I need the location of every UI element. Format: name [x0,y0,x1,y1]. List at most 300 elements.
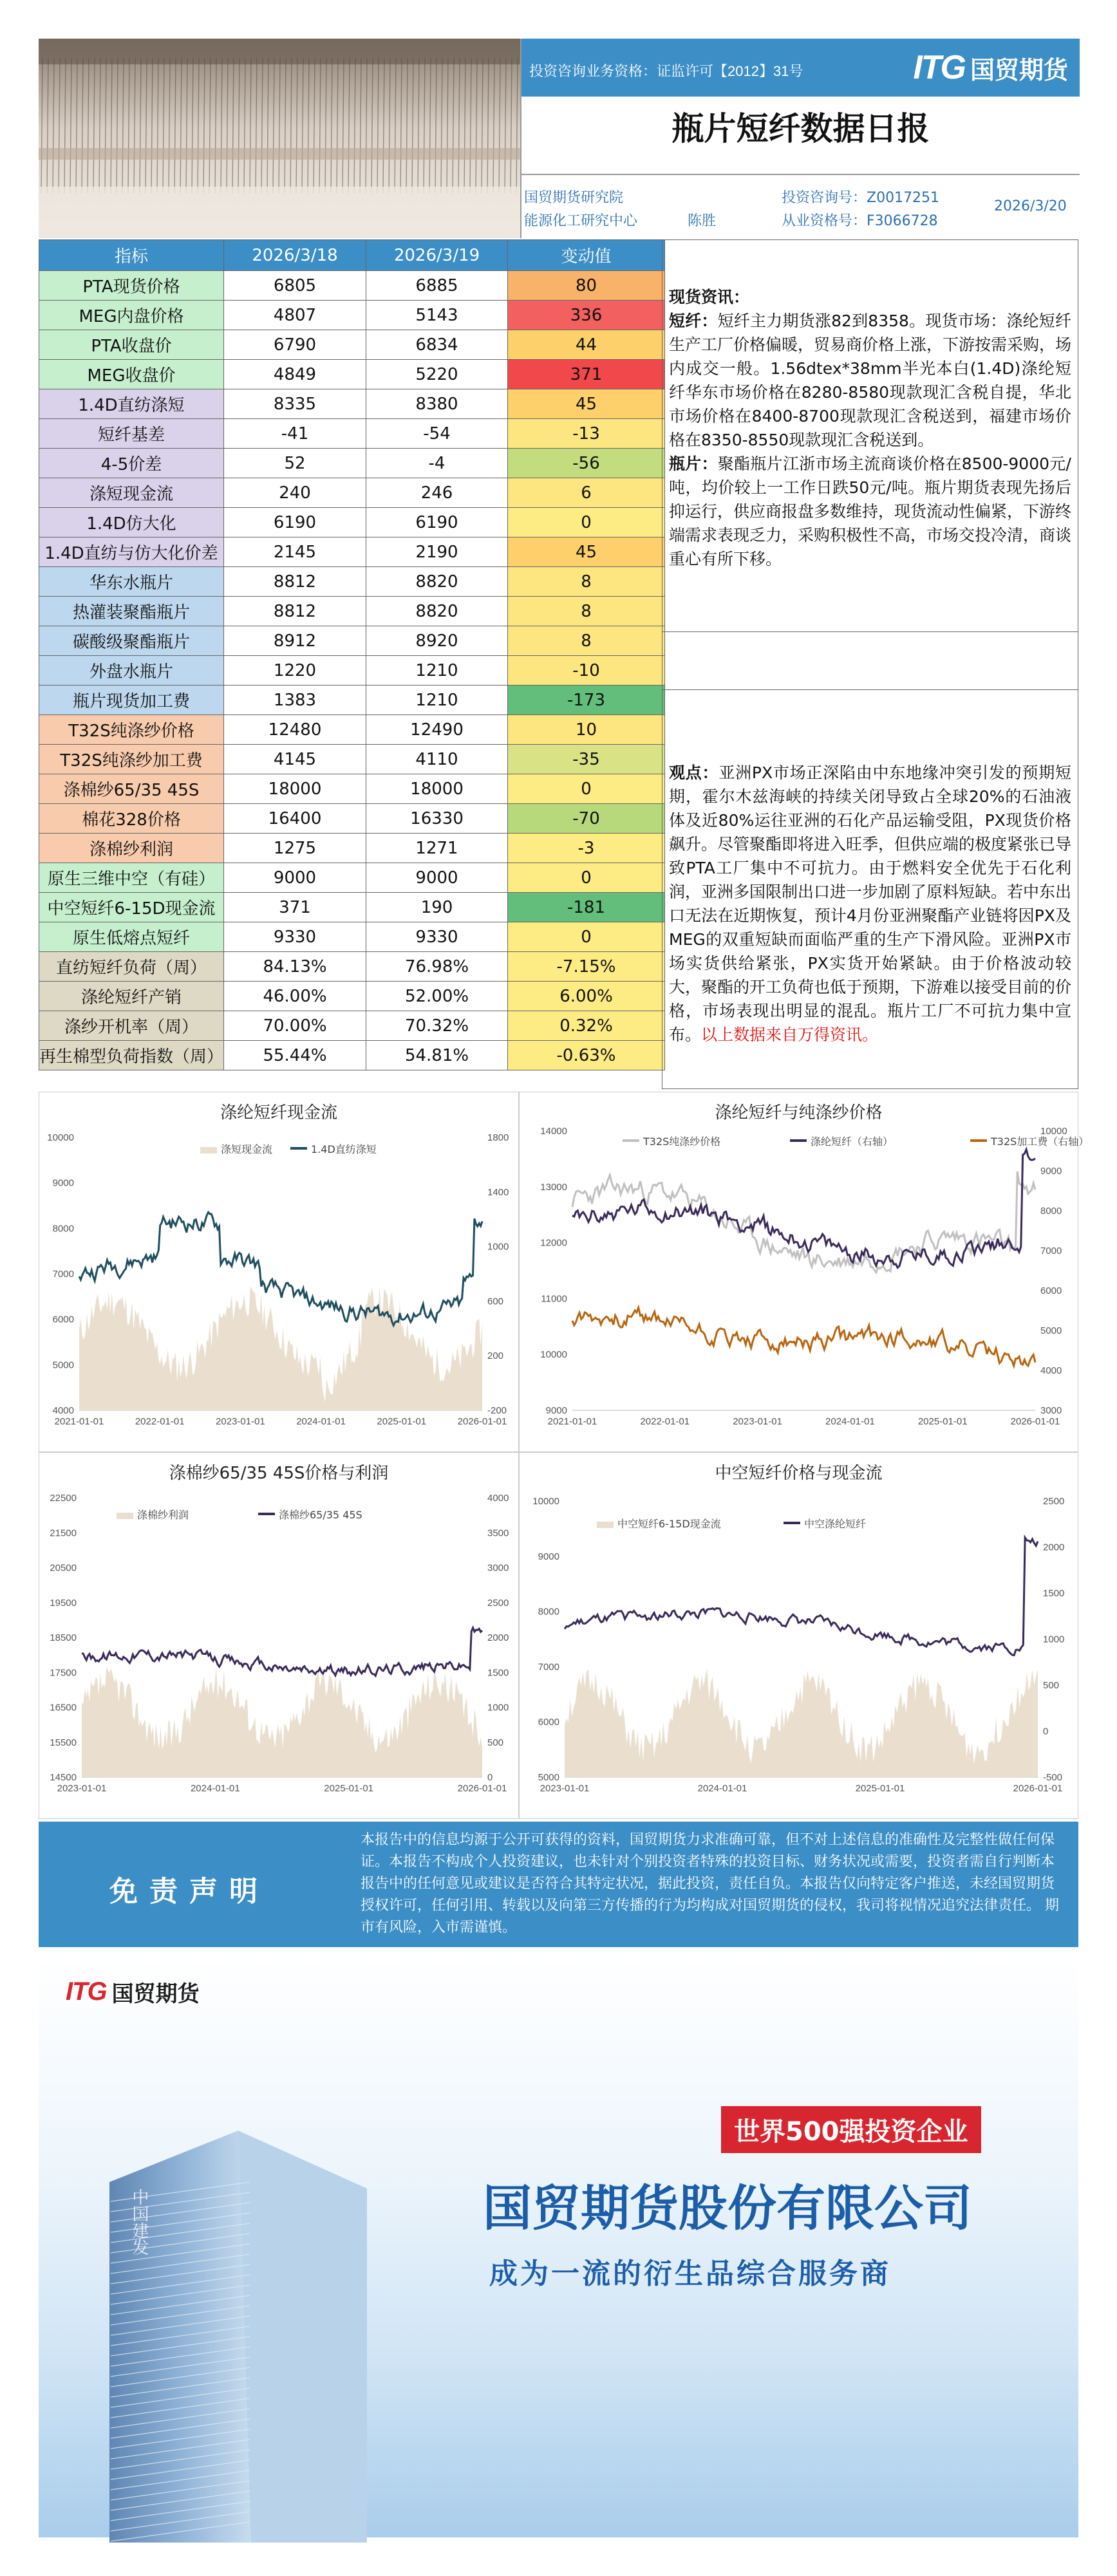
logo-itg-text: ITG [913,49,965,86]
company-name: 国贸期货股份有限公司 [483,2179,972,2237]
right-axis-tick: 10000 [1040,1126,1067,1137]
x-axis-tick: 2025-01-01 [855,1783,905,1794]
line-series [565,1538,1038,1656]
legend-label: 1.4D直纺涤短 [311,1143,377,1155]
change-value: -35 [508,745,665,774]
change-value: 8 [508,626,665,656]
column-header: 2026/3/18 [224,240,366,271]
source-note: 以上数据来自万得资讯。 [701,1025,879,1044]
value-day2: 8820 [366,597,508,626]
x-axis-tick: 2025-01-01 [324,1783,374,1794]
right-axis-tick: -500 [1043,1772,1063,1783]
table-row [39,271,665,301]
value-day2: 1210 [366,686,508,715]
view-section [662,690,1078,1089]
header-bar [521,39,1080,97]
left-axis-tick: 21500 [50,1527,77,1539]
legend-label: T32S纯涤纱价格 [643,1135,721,1148]
value-day1: 9000 [224,863,366,893]
value-day2: 5143 [366,301,508,330]
table-row [39,686,665,715]
right-axis-tick: 600 [487,1296,504,1307]
indicator-name: 涤纶短纤产销 [39,982,224,1011]
table-row [39,1011,665,1041]
table-row [39,389,665,419]
change-value: -181 [508,893,665,922]
indicator-name: MEG内盘价格 [39,301,224,330]
chart-fiber-cashflow [39,1092,519,1452]
right-axis-tick: 5000 [1040,1325,1062,1336]
column-header: 变动值 [508,240,665,271]
value-day1: 8812 [224,567,366,597]
report-header [39,39,1078,238]
x-axis-tick: 2024-01-01 [697,1783,747,1794]
value-day2: 12490 [366,715,508,745]
left-axis-tick: 7000 [52,1269,74,1280]
value-day2: 16330 [366,804,508,834]
fiber-label: 短纤： [669,312,718,330]
table-row [39,774,665,804]
table-row [39,478,665,508]
table-row [39,952,665,982]
indicator-name: 1.4D仿大化 [39,508,224,537]
table-row [39,567,665,597]
right-axis-tick: 3500 [487,1527,509,1539]
line-series [572,1308,1035,1366]
value-day1: 55.44% [224,1041,366,1070]
chart-title: 涤纶短纤与纯涤纱价格 [715,1103,883,1123]
area-series [79,1286,482,1410]
left-axis-tick: 8000 [538,1606,559,1618]
view-paragraph [669,761,1071,1047]
value-day1: 9330 [224,922,366,952]
value-day2: 9000 [366,863,508,893]
value-day2: 9330 [366,922,508,952]
table-row [39,537,665,567]
table-row [39,893,665,922]
change-value: 0 [508,508,665,537]
indicator-name: T32S纯涤纱加工费 [39,745,224,774]
right-axis-tick: 2500 [1043,1496,1065,1507]
right-axis-tick: 2000 [487,1632,509,1643]
chart-title: 中空短纤价格与现金流 [715,1464,883,1483]
report-title: 瓶片短纤数据日报 [671,110,930,147]
value-day2: 8820 [366,567,508,597]
chart-blend-yarn-profit [39,1452,519,1819]
x-axis-tick: 2024-01-01 [296,1416,346,1427]
legend-label: 涤棉纱利润 [137,1509,189,1521]
value-day2: 54.81% [366,1041,508,1070]
left-axis-tick: 9000 [52,1177,74,1189]
value-day1: -41 [224,419,366,449]
chart-title: 涤棉纱65/35 45S价格与利润 [169,1464,389,1483]
analyst-name: 陈胜 [688,213,717,229]
indicator-name: 涤棉纱65/35 45S [39,774,224,804]
change-value: -173 [508,686,665,715]
left-axis-tick: 17500 [50,1667,77,1679]
x-axis-tick: 2025-01-01 [377,1416,427,1427]
area-series [82,1666,482,1777]
x-axis-tick: 2026-01-01 [1013,1783,1063,1794]
value-day2: -4 [366,449,508,478]
chart-hollow-fiber [519,1452,1078,1819]
legend-swatch [117,1513,133,1519]
change-value: 6 [508,478,665,508]
x-axis-tick: 2023-01-01 [540,1783,590,1794]
indicator-name: MEG收盘价 [39,360,224,389]
value-day1: 8335 [224,389,366,419]
value-day1: 6190 [224,508,366,537]
indicator-name: 原生三维中空（有硅） [39,863,224,893]
x-axis-tick: 2024-01-01 [825,1416,875,1427]
value-day2: 70.32% [366,1011,508,1041]
left-axis-tick: 8000 [52,1223,74,1235]
table-row [39,863,665,893]
table-header-row [39,240,665,271]
value-day1: 12480 [224,715,366,745]
company-banner [39,1957,1078,2537]
consult-license: 投资咨询号：Z0017251 [782,190,940,206]
value-day2: 1210 [366,656,508,686]
value-day1: 4807 [224,301,366,330]
change-value: 45 [508,389,665,419]
indicator-name: PTA现货价格 [39,271,224,301]
change-value: 45 [508,537,665,567]
banner-logo [66,1976,200,2008]
logo-cn-text: 国贸期货 [970,55,1068,84]
value-day2: 18000 [366,774,508,804]
indicator-name: 热灌装聚酯瓶片 [39,597,224,626]
right-axis-tick: 200 [487,1350,504,1362]
value-day1: 16400 [224,804,366,834]
left-axis-tick: 19500 [50,1597,77,1609]
left-axis-tick: 22500 [50,1493,77,1504]
left-axis-tick: 12000 [540,1237,567,1249]
value-day2: -54 [366,419,508,449]
left-axis-tick: 20500 [50,1562,77,1574]
value-day1: 84.13% [224,952,366,982]
left-axis-tick: 6000 [52,1314,74,1325]
change-value: 0 [508,922,665,952]
indicator-name: 中空短纤6-15D现金流 [39,893,224,922]
value-day2: 1271 [366,834,508,863]
value-day1: 18000 [224,774,366,804]
left-axis-tick: 4000 [52,1405,74,1416]
right-axis-tick: 500 [1043,1680,1060,1691]
qualification-text: 投资咨询业务资格：证监许可【2012】31号 [529,63,803,79]
indicator-name: 直纺短纤负荷（周） [39,952,224,982]
commentary-spacer [662,632,1078,690]
left-axis-tick: 5000 [52,1359,74,1371]
indicator-name: 碳酸级聚酯瓶片 [39,626,224,656]
banner-logo-cn: 国贸期货 [111,1981,200,2007]
change-value: 0 [508,774,665,804]
change-value: -70 [508,804,665,834]
indicator-name: 华东水瓶片 [39,567,224,597]
value-day1: 4145 [224,745,366,774]
value-day1: 46.00% [224,982,366,1011]
legend-swatch [790,1139,807,1142]
column-header: 2026/3/19 [366,240,508,271]
value-day2: 2190 [366,537,508,567]
indicator-name: PTA收盘价 [39,330,224,360]
legend-label: 涤纶短纤（右轴） [811,1135,894,1148]
change-value: -0.63% [508,1041,665,1070]
fiber-text: 短纤主力期货涨82到8358。现货市场：涤纶短纤生产工厂价格偏暖，贸易商价格上涨，下游按需采购，场内成交一般。1.56dtex*38mm半光本白(1.4D)涤纶短纤华东市场价格在8280-8580现款现汇含税自提，华北市场价格在8400-8700现款现汇含税送到，福建市场价格在8350-8550现款现汇含税送到。 [669,312,1072,449]
value-day2: 52.00% [366,982,508,1011]
spot-news-section [662,239,1078,632]
value-day2: 6885 [366,271,508,301]
report-date: 2026/3/20 [994,198,1067,214]
right-axis-tick: 4000 [487,1493,509,1504]
value-day1: 6805 [224,271,366,301]
center-name: 能源化工研究中心 [524,213,638,229]
building-sign: 中国建发 [129,2189,149,2255]
value-day2: 76.98% [366,952,508,982]
right-axis-tick: 6000 [1040,1285,1062,1296]
change-value: 0 [508,863,665,893]
header-right-panel [520,39,1078,238]
indicator-name: 棉花328价格 [39,804,224,834]
left-axis-tick: 9000 [538,1551,559,1562]
chart4-svg [520,1453,1078,1817]
itg-logo [913,50,1068,85]
legend-swatch [623,1139,639,1142]
value-day2: 5220 [366,360,508,389]
legend-label: 中空涤纶短纤 [804,1518,867,1530]
x-axis-tick: 2023-01-01 [57,1783,107,1794]
left-axis-tick: 14500 [50,1772,77,1783]
value-day2: 246 [366,478,508,508]
right-axis-tick: 1000 [487,1702,509,1713]
area-series [565,1668,1038,1777]
x-axis-tick: 2023-01-01 [216,1416,265,1427]
table-row [39,597,665,626]
left-axis-tick: 6000 [538,1717,559,1728]
table-row [39,626,665,656]
column-header: 指标 [39,240,224,271]
right-axis-tick: 1000 [1043,1634,1065,1645]
indicator-name: 1.4D直纺涤短 [39,389,224,419]
value-day1: 1275 [224,834,366,863]
value-day1: 4849 [224,360,366,389]
table-row [39,745,665,774]
table-row [39,834,665,863]
textile-loom-photo [39,39,520,238]
right-axis-tick: 1500 [1043,1588,1065,1599]
disclaimer-title: 免责声明 [109,1875,269,1908]
value-day1: 2145 [224,537,366,567]
indicator-name: 再生棉型负荷指数（周） [39,1041,224,1070]
table-row [39,449,665,478]
right-axis-tick: 1800 [487,1132,509,1143]
right-axis-tick: 1500 [487,1667,509,1679]
indicator-name: 瓶片现货加工费 [39,686,224,715]
indicator-name: 涤短现金流 [39,478,224,508]
line-series [572,1171,1035,1273]
value-day1: 6790 [224,330,366,360]
left-axis-tick: 10000 [540,1349,567,1361]
value-day1: 1383 [224,686,366,715]
line-series [79,1212,482,1325]
table-row [39,360,665,389]
disclaimer-text: 本报告中的信息均源于公开可获得的资料，国贸期货力求准确可靠，但不对上述信息的准确性及完整性做任何保证。本报告不构成个人投资建议，也未针对个别投资者特殊的投资目标、财务状况或需要，投资者需自行判断本报告中的任何意见或建议是否符合其特定状况，据此投资，责任自负。本报告仅向特定客户推送，未经国贸期货授权许可，任何引用、转载以及向第三方传播的行为均构成对国贸期货的侵权，我司将视情况追究法律责任。 期市有风险，入市需谨慎。 [361,1832,1059,1936]
right-axis-tick: -200 [487,1405,507,1416]
right-axis-tick: 9000 [1040,1166,1062,1177]
value-day1: 1220 [224,656,366,686]
change-value: -56 [508,449,665,478]
legend-label: 中空短纤6-15D现金流 [617,1518,721,1530]
left-axis-tick: 13000 [540,1181,567,1193]
price-data-table [39,239,665,1070]
change-value: 336 [508,301,665,330]
change-value: 8 [508,567,665,597]
left-axis-tick: 7000 [538,1661,559,1673]
indicator-name: 1.4D直纺与仿大化价差 [39,537,224,567]
right-axis-tick: 8000 [1040,1206,1062,1217]
fortune500-badge: 世界500强投资企业 [721,2106,981,2153]
legend-label: T32S加工费（右轴） [991,1135,1089,1148]
x-axis-tick: 2024-01-01 [190,1783,240,1794]
indicator-name: 涤棉纱利润 [39,834,224,863]
x-axis-tick: 2026-01-01 [457,1783,507,1794]
change-value: 6.00% [508,982,665,1011]
left-axis-tick: 5000 [538,1772,559,1783]
legend-swatch [597,1522,614,1528]
value-day1: 240 [224,478,366,508]
chart1-svg [39,1092,518,1450]
left-axis-tick: 16500 [50,1702,77,1713]
value-day1: 52 [224,449,366,478]
change-value: -3 [508,834,665,863]
value-day2: 8920 [366,626,508,656]
disclaimer-section [39,1822,1078,1947]
headquarters-building [97,2092,393,2543]
change-value: 80 [508,271,665,301]
view-label: 观点： [669,763,719,782]
right-axis-tick: 1000 [487,1241,509,1253]
value-day2: 4110 [366,745,508,774]
change-value: 44 [508,330,665,360]
left-axis-tick: 10000 [532,1496,559,1507]
x-axis-tick: 2023-01-01 [733,1416,782,1427]
institute-name: 国贸期货研究院 [524,190,624,206]
indicator-name: 4-5价差 [39,449,224,478]
view-text: 亚洲PX市场正深陷由中东地缘冲突引发的预期短期，霍尔木兹海峡的持续关闭导致占全球20%的石油液体及近80%运往亚洲的石化产品运输受阻，PX现货价格飙升。尽管聚酯即将进入旺季，但供应端的极度紧张已导致PTA工厂集中不可抗力。由于燃料安全优先于石化利润，亚洲多国限制出口进一步加剧了原料短缺。若中东出口无法在近期恢复，预计4月份亚洲聚酯产业链将因PX及MEG的双重短缺而面临严重的生产下滑风险。亚洲PX市场实货供给紧张，PX实货开始紧缺。由于价格波动较大，聚酯的开工负荷也低于预期，下游难以接受目前的价格，市场表现出明显的混乱。瓶片工厂不可抗力集中宣布。 [669,763,1072,1044]
banner-logo-itg: ITG [66,1977,107,2006]
loom-illustration [39,39,520,238]
indicator-name: 原生低熔点短纤 [39,922,224,952]
chart3-svg [39,1453,518,1817]
x-axis-tick: 2026-01-01 [1010,1416,1060,1427]
change-value: 10 [508,715,665,745]
change-value: 371 [508,360,665,389]
change-value: -7.15% [508,952,665,982]
indicator-name: 短纤基差 [39,419,224,449]
right-axis-tick: 4000 [1040,1365,1062,1376]
change-value: -10 [508,656,665,686]
change-value: -13 [508,419,665,449]
right-axis-tick: 0 [487,1772,493,1783]
legend-swatch [784,1522,800,1524]
value-day2: 190 [366,893,508,922]
bottle-label: 瓶片： [669,454,718,473]
chart2-svg [520,1092,1089,1450]
bottle-paragraph [669,452,1071,571]
right-axis-tick: 2000 [1043,1542,1065,1553]
table-row [39,419,665,449]
x-axis-tick: 2022-01-01 [135,1416,185,1427]
company-slogan: 成为一流的衍生品综合服务商 [489,2257,891,2290]
market-commentary [662,239,1078,1089]
table-row [39,301,665,330]
left-axis-tick: 18500 [50,1632,77,1643]
chart-title: 涤纶短纤现金流 [220,1103,338,1123]
value-day2: 6190 [366,508,508,537]
change-value: 0.32% [508,1011,665,1041]
value-day2: 8380 [366,389,508,419]
legend-swatch [258,1513,275,1515]
right-axis-tick: 3000 [1040,1405,1062,1416]
left-axis-tick: 10000 [47,1132,74,1143]
right-axis-tick: 0 [1043,1726,1049,1737]
x-axis-tick: 2022-01-01 [640,1416,690,1427]
table-row [39,715,665,745]
right-axis-tick: 3000 [487,1562,509,1574]
right-axis-tick: 2500 [487,1597,509,1609]
indicator-name: 涤纱开机率（周） [39,1011,224,1041]
chart-fiber-yarn-price [519,1092,1089,1452]
fiber-paragraph [669,309,1071,452]
legend-swatch [970,1139,987,1142]
practice-license: 从业资格号：F3066728 [782,213,938,229]
x-axis-tick: 2026-01-01 [457,1416,507,1427]
legend-label: 涤短现金流 [221,1143,273,1155]
left-axis-tick: 11000 [541,1293,567,1305]
spot-news-title: 现货资讯： [669,288,750,306]
line-series [82,1628,482,1676]
x-axis-tick: 2021-01-01 [54,1416,104,1427]
table-row [39,656,665,686]
legend-swatch [290,1147,307,1150]
right-axis-tick: 7000 [1040,1246,1062,1256]
x-axis-tick: 2025-01-01 [917,1416,968,1427]
left-axis-tick: 9000 [545,1405,567,1416]
value-day2: 6834 [366,330,508,360]
table-row [39,508,665,537]
table-row [39,1041,665,1070]
value-day1: 8812 [224,597,366,626]
indicator-name: 外盘水瓶片 [39,656,224,686]
left-axis-tick: 15500 [50,1737,77,1748]
value-day1: 8912 [224,626,366,656]
table-row [39,804,665,834]
right-axis-tick: 500 [487,1737,504,1748]
change-value: 8 [508,597,665,626]
legend-swatch [200,1147,217,1153]
x-axis-tick: 2021-01-01 [547,1416,597,1427]
value-day1: 371 [224,893,366,922]
table-row [39,982,665,1011]
value-day1: 70.00% [224,1011,366,1041]
author-info [521,174,1080,238]
right-axis-tick: 1400 [487,1186,509,1198]
legend-label: 涤棉纱65/35 45S [279,1509,362,1521]
bottle-text: 聚酯瓶片江浙市场主流商谈价格在8500-9000元/吨，均价较上一工作日跌50元/吨。瓶片期货表现先扬后抑运行，供应商报盘多数维持，现货流动性偏紧，下游终端需求表现乏力，采购积极性不高，市场交投冷清，商谈重心有所下移。 [669,454,1072,568]
left-axis-tick: 14000 [540,1126,567,1137]
table-row [39,330,665,360]
indicator-name: T32S纯涤纱价格 [39,715,224,745]
